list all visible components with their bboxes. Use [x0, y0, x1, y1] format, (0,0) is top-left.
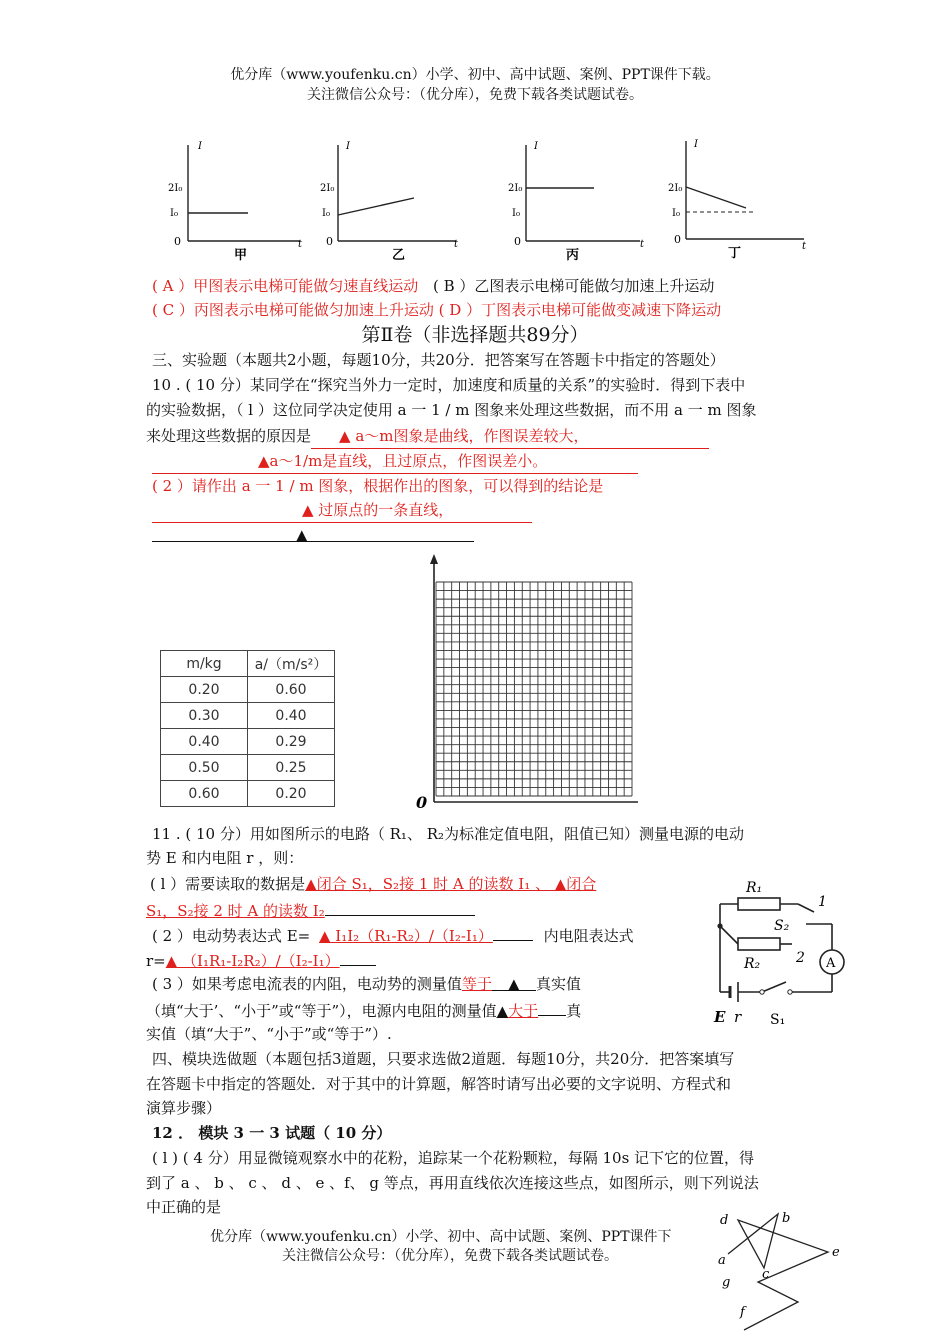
svg-text:0: 0 [674, 233, 681, 246]
label-r: r [734, 1008, 742, 1026]
svg-text:2I₀: 2I₀ [508, 183, 523, 194]
graph-ding [668, 139, 807, 261]
label-pos2: 2 [796, 950, 805, 966]
q10-blank-triangle: ▲ [152, 523, 474, 542]
circuit-diagram [678, 872, 858, 1030]
table-row: 0.60 0.20 [161, 781, 335, 807]
point-label-f: f [740, 1305, 745, 1320]
point-label-a: a [718, 1253, 726, 1268]
graph-yi [320, 141, 459, 263]
svg-text:0: 0 [326, 235, 333, 248]
q10-answer1a: ▲ a～m图象是曲线，作图误差较大， [311, 424, 709, 449]
part2-title: 第Ⅱ卷（非选择题共89分） [361, 324, 589, 346]
svg-text:t: t [802, 241, 807, 252]
svg-text:2I₀: 2I₀ [668, 183, 683, 194]
svg-text:I: I [346, 141, 350, 152]
q10-line1: 10 . ( 10 分）某同学在“探究当外力一定时，加速度和质量的关系”的实验时．得到下表中 [152, 376, 746, 394]
table-row: 0.20 0.60 [161, 677, 335, 703]
table-row: 0.40 0.29 [161, 729, 335, 755]
q12-line1: ( l ) ( 4 分）用显微镜观察水中的花粉，追踪某一个花粉颗粒，每隔 10s 记下它的位置，得 [152, 1149, 755, 1167]
q10-answer2: ▲ 过原点的一条直线， [152, 498, 532, 523]
point-label-d: d [720, 1213, 729, 1228]
graph-paper [410, 552, 642, 812]
graph-jia [168, 141, 303, 263]
q11-p3-line2a: （填“大于’、“小于”或“等于”），电源内电阻的测量值 [146, 1002, 497, 1020]
ammeter-icon: A [826, 956, 836, 971]
q11-p1-answer-a: ▲闭合 S₁，S₂接 1 时 A 的读数 I₁ 、 ▲闭合 [305, 875, 597, 893]
graph-label-yi: 乙 [392, 248, 406, 263]
point-label-c: c [762, 1267, 770, 1282]
label-s1: S₁ [770, 1012, 786, 1028]
svg-text:I: I [694, 139, 698, 150]
svg-text:t: t [298, 239, 303, 250]
graph-label-ding: 丁 [728, 246, 742, 261]
current-time-graphs [160, 135, 820, 265]
q10-part2: ( 2 ）请作出 a 一 1 / m 图象，根据作出的图象，可以得到的结论是 [152, 477, 604, 495]
svg-text:I₀: I₀ [170, 208, 178, 219]
q11-p2-lead: ( 2 ）电动势表达式 E= [152, 927, 311, 945]
q10-line2: 的实验数据，（ l ）这位同学决定使用 a 一 1 / m 图象来处理这些数据，而不用 a 一 m 图象 [146, 401, 757, 419]
point-label-g: g [722, 1275, 731, 1290]
section4-line3: 演算步骤） [146, 1099, 222, 1117]
q11-p2b-answer: ▲ （I₁R₁-I₂R₂）/（I₂-I₁） [165, 952, 340, 970]
table-header-mass: m/kg [161, 651, 248, 677]
graph-label-jia: 甲 [234, 248, 248, 263]
q11-p2-answer: ▲ I₁I₂（R₁-R₂）/（I₂-I₁） [319, 927, 493, 945]
pollen-path-diagram [710, 1206, 850, 1336]
table-row: 0.50 0.25 [161, 755, 335, 781]
q11-p1-answer-b: S₁，S₂接 2 时 A 的读数 I₂ [146, 902, 325, 920]
q11-p3-mid: 真实值 [535, 975, 581, 993]
svg-text:I: I [534, 141, 538, 152]
label-s2: S₂ [774, 918, 790, 934]
q11-line1: 11 . ( 10 分）用如图所示的电路（ R₁、 R₂为标准定值电阻，阻值已知）测量电源的电动 [152, 825, 745, 843]
svg-text:2I₀: 2I₀ [168, 183, 183, 194]
table-header-row [161, 651, 335, 677]
option-a: ( A ）甲图表示电梯可能做匀速直线运动 [152, 277, 419, 295]
label-pos1: 1 [818, 894, 827, 910]
option-c: ( C ）丙图表示电梯可能做匀加速上升运动 [152, 301, 434, 319]
section3-heading: 三、实验题（本题共2小题，每题10分，共20分．把答案写在答题卡中指定的答题处） [152, 351, 725, 369]
junction-dot [717, 923, 722, 928]
mass-acceleration-table [160, 650, 335, 807]
label-r1: R₁ [746, 880, 763, 896]
option-b: ( B ）乙图表示电梯可能做匀加速上升运动 [433, 277, 715, 295]
q11-p2b-lead: r= [146, 952, 166, 970]
q11-p2-tail: 内电阻表达式 [543, 927, 634, 945]
svg-text:t: t [454, 239, 459, 250]
svg-text:I₀: I₀ [322, 208, 330, 219]
graph-label-bing: 丙 [566, 248, 580, 263]
grid-origin: 0 [416, 793, 428, 812]
svg-text:0: 0 [174, 235, 181, 248]
label-e: E [714, 1008, 726, 1026]
header-line-1: 优分库（www.youfenku.cn）小学、初中、高中试题、案例、PPT课件下载。 [230, 67, 720, 83]
svg-text:I₀: I₀ [512, 208, 520, 219]
q10-answer1b: ▲a～1/m是直线，且过原点，作图误差小。 [152, 449, 638, 474]
table-header-accel: a/（m/s²） [248, 651, 335, 677]
svg-text:I₀: I₀ [672, 208, 680, 219]
label-r2: R₂ [744, 956, 761, 972]
q11-p3-lead: ( 3 ）如果考虑电流表的内阻，电动势的测量值 [152, 975, 462, 993]
option-d: ( D ）丁图表示电梯可能做变减速下降运动 [438, 301, 722, 319]
svg-text:I: I [198, 141, 202, 152]
section4-line1: 四、模块选做题（本题包括3道题，只要求选做2道题．每题10分，共20分．把答案填写 [152, 1050, 735, 1068]
q11-p3-line2b: 真 [566, 1002, 582, 1020]
q10-line3-lead: 来处理这些数据的原因是 [146, 427, 312, 445]
q12-title: 12 ． 模块 3 一 3 试题（ 10 分） [152, 1124, 392, 1142]
footer-line-2: 关注微信公众号：（优分库），免费下载各类试题试卷。 [282, 1248, 618, 1264]
q11-p1-lead: ( l ）需要读取的数据是 [150, 875, 306, 893]
q11-p3-line3: 实值（填“大于”、“小于”或“等于”）. [146, 1025, 392, 1043]
header-line-2: 关注微信公众号：（优分库），免费下载各类试题试卷。 [307, 87, 643, 103]
point-label-e: e [832, 1245, 840, 1260]
q11-p3-answer2-triangle: ▲ [496, 1002, 509, 1020]
point-label-b: b [782, 1211, 791, 1226]
q11-line2: 势 E 和内电阻 r ，则： [146, 849, 304, 867]
table-row: 0.30 0.40 [161, 703, 335, 729]
q12-line2: 到了 a 、 b 、 c 、 d 、 e 、f、 g 等点，再用直线依次连接这些点，如图所示，则下列说法 [146, 1174, 759, 1192]
section4-line2: 在答题卡中指定的答题处．对于其中的计算题，解答时请写出必要的文字说明、方程式和 [146, 1075, 732, 1093]
svg-text:0: 0 [514, 235, 521, 248]
graph-bing [508, 141, 645, 263]
q11-p3-answer2: 大于 [508, 1002, 539, 1020]
footer-line-1: 优分库（www.youfenku.cn）小学、初中、高中试题、案例、PPT课件下 [210, 1229, 672, 1245]
q11-p3-triangle: ▲ [492, 972, 536, 991]
q11-p3-answer1: 等于 [461, 975, 492, 993]
svg-text:t: t [640, 239, 645, 250]
q12-line3: 中正确的是 [146, 1198, 222, 1216]
svg-text:2I₀: 2I₀ [320, 183, 335, 194]
